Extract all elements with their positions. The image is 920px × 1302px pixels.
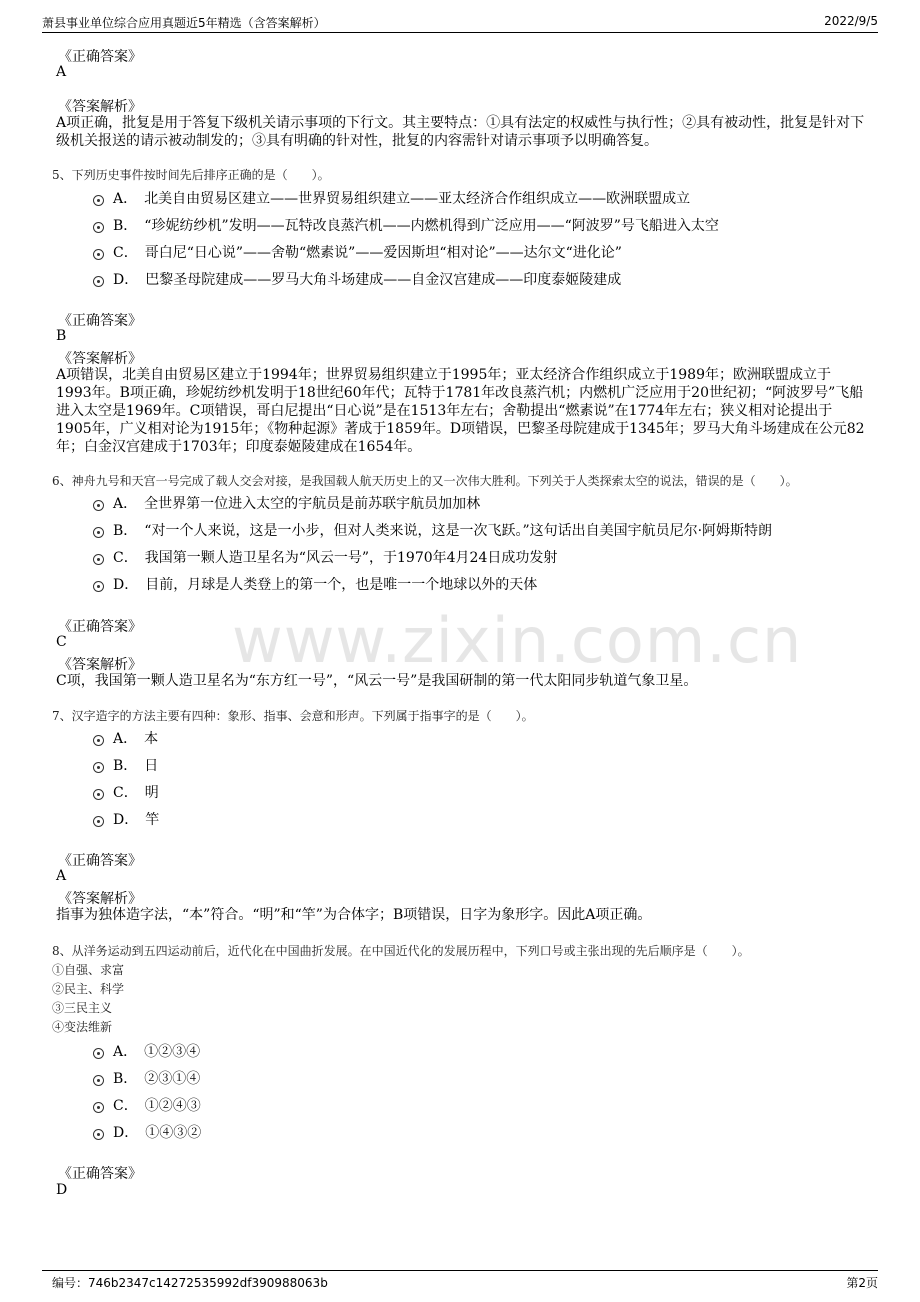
question-text: 7、汉字造字的方法主要有四种：象形、指事、会意和形声。下列属于指事字的是（ ）。	[52, 709, 534, 723]
option-d[interactable]: D． 目前，月球是人类登上的第一个，也是唯一一个地球以外的天体	[113, 577, 538, 593]
statement-item: ③三民主义	[52, 1001, 113, 1015]
question-text: 8、从洋务运动到五四运动前后，近代化在中国曲折发展。在中国近代化的发展历程中，下列口号或主张出现的先后顺序是（ ）。	[52, 944, 750, 958]
analysis-text: 指事为独体造字法，“本”符合。“明”和“竿”为合体字；B项错误，日字为象形字。因此A项正确。	[56, 907, 652, 923]
correct-answer: C	[56, 634, 67, 650]
option-b[interactable]: B． 日	[113, 758, 159, 774]
option-c[interactable]: C． ①②④③	[113, 1098, 201, 1114]
radio-option-c[interactable]	[93, 1102, 104, 1113]
correct-answer-label: 《正确答案》	[58, 1166, 142, 1182]
option-c[interactable]: C． 明	[113, 785, 159, 801]
statement-item: ②民主、科学	[52, 982, 125, 996]
document-date: 2022/9/5	[824, 14, 878, 28]
option-b[interactable]: B． ②③①④	[113, 1071, 201, 1087]
radio-option-c[interactable]	[93, 789, 104, 800]
radio-option-a[interactable]	[93, 500, 104, 511]
radio-option-d[interactable]	[93, 1129, 104, 1140]
option-d[interactable]: D． 竿	[113, 812, 160, 828]
radio-option-d[interactable]	[93, 816, 104, 827]
option-c[interactable]: C． 哥白尼“日心说”——舍勒“燃素说”——爱因斯坦“相对论”——达尔文“进化论”	[113, 245, 622, 261]
watermark: www.zixin.com.cn	[232, 604, 803, 677]
correct-answer-label: 《正确答案》	[58, 49, 142, 65]
statement-item: ①自强、求富	[52, 963, 125, 977]
radio-option-d[interactable]	[93, 276, 104, 287]
statement-item: ④变法维新	[52, 1020, 113, 1034]
analysis-text: A项正确，批复是用于答复下级机关请示事项的下行文。其主要特点：①具有法定的权威性与执行性；②具有被动性，批复是针对下级机关报送的请示被动制发的；③具有明确的针对性，批复的内容需针对请示事项予以明确答复。	[56, 115, 865, 149]
option-d[interactable]: D． ①④③②	[113, 1125, 202, 1141]
radio-option-d[interactable]	[93, 581, 104, 592]
page-footer	[42, 1270, 878, 1293]
radio-option-a[interactable]	[93, 1048, 104, 1059]
option-c[interactable]: C． 我国第一颗人造卫星名为“风云一号”，于1970年4月24日成功发射	[113, 550, 558, 566]
page-header	[42, 12, 878, 33]
radio-option-c[interactable]	[93, 554, 104, 565]
correct-answer-label: 《正确答案》	[58, 313, 142, 329]
radio-option-a[interactable]	[93, 195, 104, 206]
radio-option-b[interactable]	[93, 762, 104, 773]
correct-answer: A	[56, 64, 67, 80]
page-number: 第2页	[846, 1276, 878, 1290]
radio-option-a[interactable]	[93, 735, 104, 746]
option-a[interactable]: A． ①②③④	[113, 1044, 201, 1060]
correct-answer-label: 《正确答案》	[58, 853, 142, 869]
option-b[interactable]: B． “珍妮纺纱机”发明——瓦特改良蒸汽机——内燃机得到广泛应用——“阿波罗”号飞船进入太空	[113, 218, 719, 234]
analysis-label: 《答案解析》	[58, 351, 142, 367]
option-d[interactable]: D． 巴黎圣母院建成——罗马大角斗场建成——自金汉宫建成——印度泰姬陵建成	[113, 272, 622, 288]
radio-option-b[interactable]	[93, 222, 104, 233]
option-a[interactable]: A． 全世界第一位进入太空的宇航员是前苏联宇航员加加林	[113, 496, 481, 512]
analysis-text: A项错误，北美自由贸易区建立于1994年；世界贸易组织建立于1995年；亚太经济合作组织成立于1989年；欧洲联盟成立于1993年。B项正确，珍妮纺纱机发明于18世纪60年代；瓦特于1781年改良蒸汽机；内燃机广泛应用于20世纪初；“阿波罗号”飞船进入太空是1969年。C项错误，哥白尼提出“日心说”是在1513年左右；舍勒提出“燃素说”在1774年左右；狭义相对论提出于1905年，广义相对论为1915年；《物种起源》著成于1859年。D项错误，巴黎圣母院建成于1345年；罗马大角斗场建成在公元82年；白金汉宫建成于1703年；印度泰姬陵建成在1654年。	[56, 367, 865, 455]
question-text: 5、下列历史事件按时间先后排序正确的是（ ）。	[52, 168, 330, 182]
analysis-label: 《答案解析》	[58, 891, 142, 907]
option-b[interactable]: B． “对一个人来说，这是一小步，但对人类来说，这是一次飞跃。”这句话出自美国宇航员尼尔·阿姆斯特朗	[113, 523, 773, 539]
radio-option-b[interactable]	[93, 527, 104, 538]
analysis-label: 《答案解析》	[58, 657, 142, 673]
analysis-label: 《答案解析》	[58, 99, 142, 115]
correct-answer: A	[56, 868, 67, 884]
option-a[interactable]: A． 本	[113, 731, 159, 747]
option-a[interactable]: A． 北美自由贸易区建立——世界贸易组织建立——亚太经济合作组织成立——欧洲联盟成立	[113, 191, 691, 207]
radio-option-c[interactable]	[93, 249, 104, 260]
correct-answer-label: 《正确答案》	[58, 619, 142, 635]
document-code: 编号：746b2347c14272535992df390988063b	[52, 1276, 328, 1290]
correct-answer: B	[56, 328, 67, 344]
correct-answer: D	[56, 1182, 68, 1198]
radio-option-b[interactable]	[93, 1075, 104, 1086]
analysis-text: C项，我国第一颗人造卫星名为“东方红一号”，“风云一号”是我国研制的第一代太阳同步轨道气象卫星。	[56, 673, 698, 689]
question-text: 6、神舟九号和天宫一号完成了载人交会对接，是我国载人航天历史上的又一次伟大胜利。下列关于人类探索太空的说法，错误的是（ ）。	[52, 474, 798, 488]
document-title: 萧县事业单位综合应用真题近5年精选（含答案解析）	[42, 16, 326, 30]
